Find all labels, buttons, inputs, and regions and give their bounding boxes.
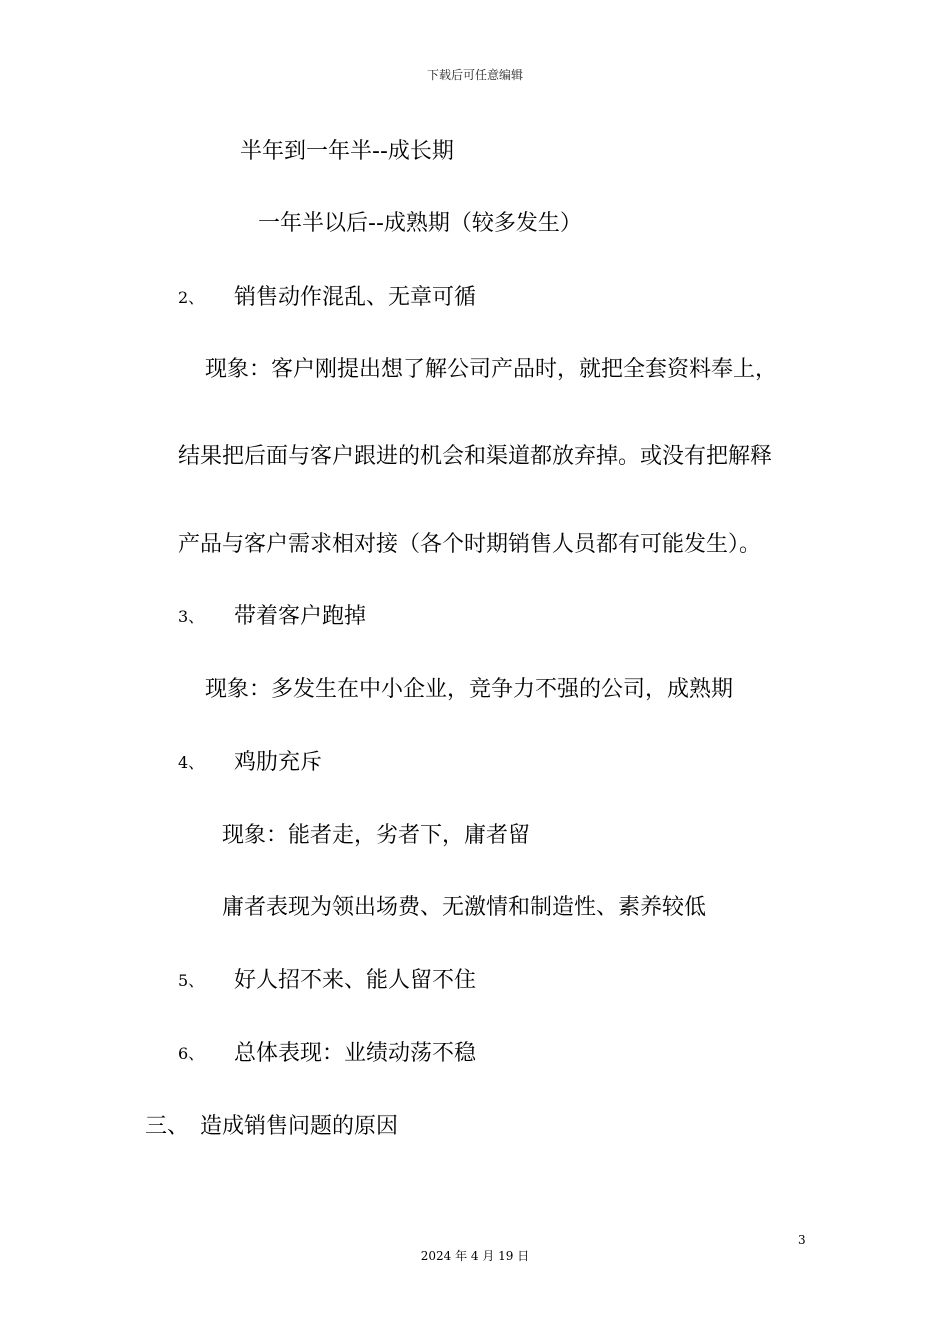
item-5-title: 好人招不来、能人留不住 [234, 968, 477, 993]
item-4-title: 鸡肋充斥 [234, 750, 323, 775]
item-4-desc-line-1: 现象：能者走，劣者下，庸者留 [222, 823, 531, 848]
item-5-number: 5、 [178, 971, 205, 990]
page-footer-date: 2024 年 4 月 19 日 [420, 1249, 530, 1263]
page-header: 下载后可任意编辑 [426, 68, 523, 82]
item-6-number: 6、 [178, 1044, 205, 1063]
section-3-title: 造成销售问题的原因 [200, 1114, 399, 1139]
stage-growth-line: 半年到一年半--成长期 [240, 139, 454, 164]
item-2-desc-line-2: 结果把后面与客户跟进的机会和渠道都放弃掉。或没有把解释 [178, 444, 773, 469]
page-number: 3 [798, 1233, 806, 1247]
item-3-number: 3、 [178, 607, 205, 626]
item-6-title: 总体表现：业绩动荡不稳 [234, 1041, 477, 1066]
stage-mature-line: 一年半以后--成熟期（较多发生） [258, 211, 582, 236]
item-3-desc: 现象：多发生在中小企业，竞争力不强的公司，成熟期 [205, 677, 734, 702]
item-4-number: 4、 [178, 753, 205, 772]
item-4-desc-line-2: 庸者表现为领出场费、无激情和制造性、素养较低 [222, 895, 707, 920]
item-3-title: 带着客户跑掉 [234, 604, 367, 629]
item-2-title: 销售动作混乱、无章可循 [234, 285, 477, 310]
item-2-desc-line-3: 产品与客户需求相对接（各个时期销售人员都有可能发生）。 [178, 532, 762, 557]
item-2-number: 2、 [178, 288, 205, 307]
section-3-number: 三、 [145, 1114, 190, 1139]
item-2-desc-line-1: 现象：客户刚提出想了解公司产品时，就把全套资料奉上， [205, 357, 778, 382]
